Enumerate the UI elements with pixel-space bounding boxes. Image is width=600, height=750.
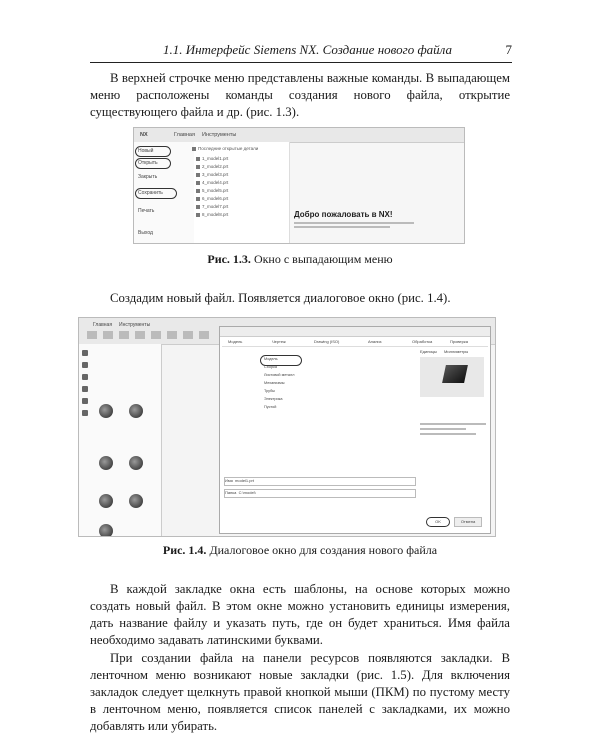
caption-text: Окно с выпадающим меню xyxy=(253,252,393,266)
paragraph-1: В верхней строчке меню представлены важные команды. В выпадающем меню расположены команды создания нового файла, открытие существующего файла и др. (рис. 1.3). xyxy=(90,71,510,119)
fig14-template-row: Механизмы xyxy=(264,381,285,385)
figure-1-4-screenshot xyxy=(78,317,496,537)
fig14-dialog-tab: Обработка xyxy=(412,339,433,344)
fig13-recent-item: 8_model8.prt xyxy=(202,212,229,217)
fig14-part-thumbnail xyxy=(99,524,113,537)
fig14-ribbon-icon xyxy=(135,331,145,339)
figure-1-3-caption xyxy=(0,252,600,267)
fig14-resource-icon xyxy=(82,398,88,404)
fig13-highlight-oval xyxy=(135,188,177,199)
fig14-resource-icon xyxy=(82,386,88,392)
fig14-ribbon-icon xyxy=(119,331,129,339)
fig14-new-file-dialog xyxy=(219,326,491,534)
fig14-dialog-tab: Проверка xyxy=(450,339,468,344)
fig13-highlight-oval xyxy=(135,146,171,157)
caption-text: Диалоговое окно для создания нового файла xyxy=(209,543,438,557)
page-number: 7 xyxy=(505,42,512,57)
fig14-dialog-tab: Drawing (ISO) xyxy=(314,339,340,344)
fig14-dialog-titlebar xyxy=(220,327,490,337)
fig14-preview xyxy=(420,357,484,397)
fig14-template-row: Модель xyxy=(264,357,278,361)
fig13-recent-item: 5_model5.prt xyxy=(202,188,229,193)
fig14-dialog-tabs xyxy=(222,338,488,347)
fig14-ribbon-icon xyxy=(87,331,97,339)
fig14-dialog-tab: Чертеж xyxy=(272,339,286,344)
caption-label: Рис. 1.3. xyxy=(207,252,251,266)
fig13-recent-item: 7_model7.prt xyxy=(202,204,229,209)
fig14-part-thumbnail xyxy=(129,404,143,418)
fig14-tab-home: Главная xyxy=(93,322,113,328)
paragraph-2: Создадим новый файл. Появляется диалоговое окно (рис. 1.4). xyxy=(110,291,451,305)
fig14-resource-icon xyxy=(82,374,88,380)
fig14-part-thumbnail xyxy=(129,494,143,508)
fig14-template-table xyxy=(264,357,414,447)
fig13-recent-list xyxy=(194,142,290,243)
fig14-template-row: Электрика xyxy=(264,397,283,401)
fig14-properties xyxy=(420,423,486,435)
fig14-name-field: Имя model1.prt xyxy=(224,477,416,486)
fig14-ribbon-icon xyxy=(199,331,209,339)
fig13-logo: NX xyxy=(140,132,148,138)
figure-1-3-screenshot xyxy=(133,127,465,244)
fig13-menu-item: Открыть xyxy=(138,160,158,166)
fig14-ribbon-icon xyxy=(103,331,113,339)
fig13-menu-item: Новый xyxy=(138,148,154,154)
fig14-template-row: Сборка xyxy=(264,365,277,369)
paragraph-4: При создании файла на панели ресурсов появляются закладки. В ленточном меню возникают новые закладки (рис. 1.5). Для включения закладок следует щелкнуть правой кнопкой мыши (ПКМ) по пустому месту в ленточном меню, появляется список панелей с закладками, их можно добавлять или убирать. xyxy=(90,651,510,733)
fig14-part-thumbnail xyxy=(99,494,113,508)
fig14-resource-icon xyxy=(82,362,88,368)
fig14-cancel-button: Отмена xyxy=(454,517,482,527)
fig13-recent-item: 4_model4.prt xyxy=(202,180,229,185)
fig14-resource-bar xyxy=(79,344,162,536)
fig13-recent-header: Последние открытые детали xyxy=(198,146,259,151)
fig14-part-thumbnail xyxy=(129,456,143,470)
fig14-dialog-tab: Анализ xyxy=(368,339,382,344)
fig14-part-thumbnail xyxy=(99,404,113,418)
fig13-menu-item: Сохранить xyxy=(138,190,163,196)
fig13-recent-item: 1_model1.prt xyxy=(202,156,229,161)
caption-label: Рис. 1.4. xyxy=(162,543,207,557)
fig14-ribbon-icon xyxy=(151,331,161,339)
fig14-units-value: Миллиметры xyxy=(444,349,469,354)
fig13-menu-item: Закрыть xyxy=(138,174,158,180)
fig13-menu-item: Выход xyxy=(138,230,153,236)
fig14-highlight-oval xyxy=(260,355,302,366)
fig13-menu-item: Печать xyxy=(138,208,155,214)
fig13-welcome-text-placeholder xyxy=(294,222,414,228)
figure-1-4-caption xyxy=(0,543,600,558)
fig13-recent-item: 2_model2.prt xyxy=(202,164,229,169)
fig14-template-row: Трубы xyxy=(264,389,276,393)
fig14-units-label: Единицы xyxy=(420,349,437,354)
running-header xyxy=(90,40,512,63)
fig13-recent-item: 3_model3.prt xyxy=(202,172,229,177)
fig13-recent-item: 6_model6.prt xyxy=(202,196,229,201)
fig14-ribbon-icon xyxy=(183,331,193,339)
fig13-file-menu xyxy=(134,142,195,243)
fig13-toolbar xyxy=(134,128,464,143)
fig13-tab-home: Главная xyxy=(174,132,195,138)
fig13-welcome-title: Добро пожаловать в NX! xyxy=(294,210,393,219)
fig14-part-thumbnail xyxy=(99,456,113,470)
fig14-ok-button: OK xyxy=(426,517,450,527)
header-title: 1.1. Интерфейс Siemens NX. Создание нового файла xyxy=(162,42,452,57)
fig13-highlight-oval xyxy=(135,158,171,169)
fig14-template-row: Пустой xyxy=(264,405,277,409)
fig14-dialog-tab: Модель xyxy=(228,339,243,344)
fig14-tab-tools: Инструменты xyxy=(119,322,151,328)
fig14-resource-icon xyxy=(82,350,88,356)
fig13-tab-tools: Инструменты xyxy=(202,132,237,138)
fig14-folder-field: Папка C:\model\ xyxy=(224,489,416,498)
fig14-template-row: Листовой металл xyxy=(264,373,295,377)
fig14-ribbon-icon xyxy=(167,331,177,339)
fig14-resource-icon xyxy=(82,410,88,416)
paragraph-3: В каждой закладке окна есть шаблоны, на основе которых можно создать новый файл. В этом окне можно установить единицы измерения, дать название файлу и указать путь, где он будет храниться. Имя файла необходимо задавать латинскими буквами. xyxy=(90,582,510,647)
fig14-cube-preview xyxy=(442,365,468,383)
